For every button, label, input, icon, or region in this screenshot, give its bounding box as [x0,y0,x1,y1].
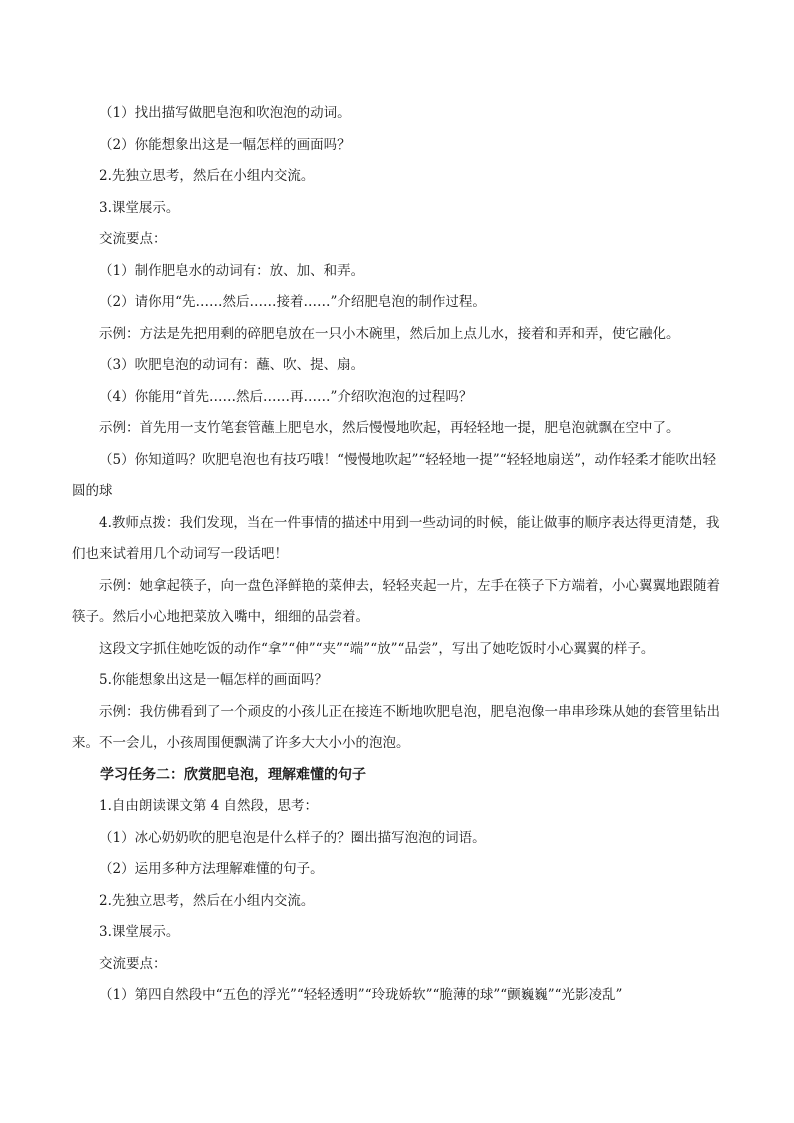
task2-step1: 1.自由朗读课文第 4 自然段，思考： [99,798,319,814]
task1-step4-analysis: 这段文字抓住她吃饭的动作“拿”“伸”“夹”“端”“放”“品尝”，写出了她吃饭时小心翼翼的样子。 [99,640,655,657]
task2-key-points-label: 交流要点： [99,955,167,972]
task2-point1: （1）第四自然段中“五色的浮光”“轻轻透明”“玲珑娇软”“脆薄的球”“颤巍巍”“光影凌乱” [99,987,623,1003]
task1-step1-q1: （1）找出描写做肥皂泡和吹泡泡的动词。 [99,105,351,121]
task1-point2: （2）请你用“先……然后……接着……”介绍肥皂泡的制作过程。 [99,294,486,310]
task2-step1-q1: （1）冰心奶奶吹的肥皂泡是什么样子的？圈出描写泡泡的词语。 [99,829,486,846]
task2-step1-q2: （2）运用多种方法理解难懂的句子。 [99,861,324,877]
task2-step2: 2.先独立思考，然后在小组内交流。 [99,892,315,909]
task1-step4-teacher-guide: 4.教师点拨：我们发现，当在一件事情的描述中用到一些动词的时候，能让做事的顺序表达得更清楚，我们也来试着用几个动词写一段话吧！ [72,514,720,562]
task2-step3: 3.课堂展示。 [99,924,180,940]
task1-point2-example: 示例：方法是先把用剩的碎肥皂放在一只小木碗里，然后加上点儿水，接着和弄和弄，使它融化。 [99,325,680,342]
task1-point3: （3）吹肥皂泡的动词有：蘸、吹、提、扇。 [99,357,365,373]
task1-step1-q2: （2）你能想象出这是一幅怎样的画面吗？ [99,136,351,153]
task1-point4: （4）你能用“首先……然后……再……”介绍吹泡泡的过程吗？ [99,388,473,405]
task1-point4-example: 示例：首先用一支竹笔套管蘸上肥皂水，然后慢慢地吹起，再轻轻地一提，肥皂泡就飘在空中了。 [99,420,680,436]
task1-step5: 5.你能想象出这是一幅怎样的画面吗？ [99,672,328,688]
document-body [72,98,728,1012]
task1-step5-example: 示例：我仿佛看到了一个顽皮的小孩儿正在接连不断地吹肥皂泡，肥皂泡像一串串珍珠从她的套管里钻出来。不一会儿，小孩周围便飘满了许多大大小小的泡泡。 [72,703,720,751]
task1-point1: （1）制作肥皂水的动词有：放、加、和弄。 [99,262,365,279]
task1-step3: 3.课堂展示。 [99,199,180,216]
task1-point5: （5）你知道吗？吹肥皂泡也有技巧哦！“慢慢地吹起”“轻轻地一提”“轻轻地扇送”，动作轻柔才能吹出轻圆的球 [72,451,716,499]
task2-heading: 学习任务二：欣赏肥皂泡，理解难懂的句子 [100,766,366,783]
task1-step4-example: 示例：她拿起筷子，向一盘色泽鲜艳的菜伸去，轻轻夹起一片，左手在筷子下方端着，小心翼翼地跟随着筷子。然后小心地把菜放入嘴中，细细的品尝着。 [72,577,720,625]
task1-step2: 2.先独立思考，然后在小组内交流。 [99,168,315,184]
task1-key-points-label: 交流要点： [99,231,167,247]
